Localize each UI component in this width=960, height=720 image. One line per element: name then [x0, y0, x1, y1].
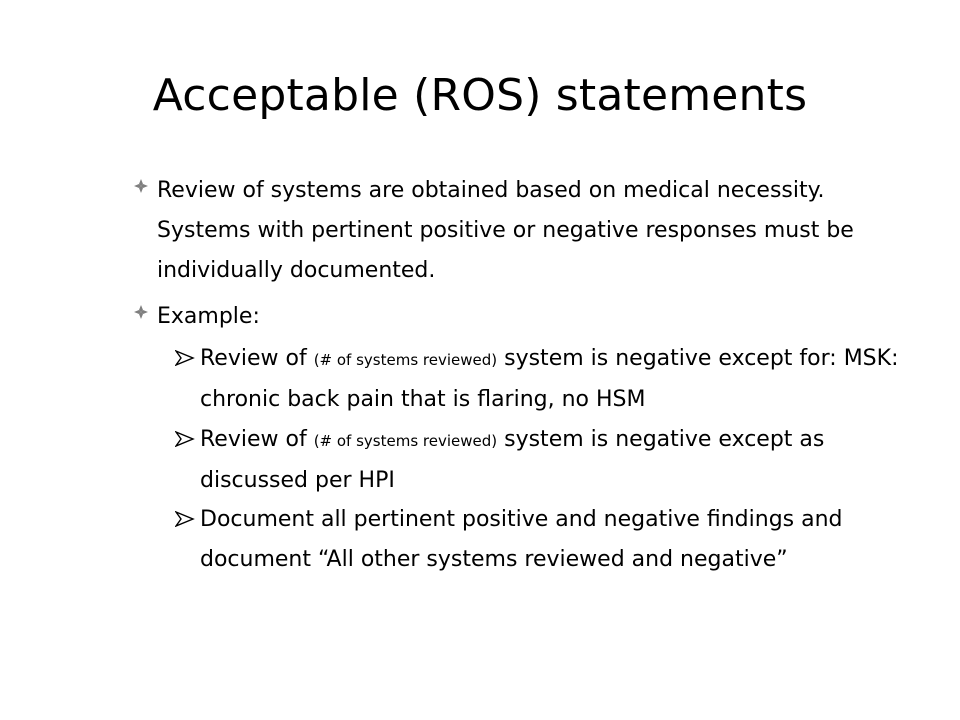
diamond-bullet-icon: [134, 305, 148, 319]
arrowhead-bullet-icon: [175, 350, 195, 366]
sub-bullet-text: Document all pertinent positive and negative findings and document “All other systems reviewed and negative”: [200, 507, 843, 572]
bullet-text: Example:: [157, 304, 260, 329]
sub-bullet-note: (# of systems reviewed): [313, 351, 498, 369]
sub-bullet-prefix: Review of: [200, 346, 314, 371]
sub-bullet-prefix: Review of: [200, 427, 314, 452]
diamond-bullet-icon: [134, 179, 148, 193]
slide-title: Acceptable (ROS) statements: [152, 70, 808, 121]
sub-bullet-text: [200, 339, 900, 420]
sub-bullet-suffix: system is negative except as discussed per HPI: [200, 427, 825, 493]
bullet-text: Review of systems are obtained based on medical necessity. Systems with pertinent positive or negative responses must be individually documented.: [157, 178, 854, 283]
sub-bullet-suffix: system is negative except for: MSK: chronic back pain that is flaring, no HSM: [200, 346, 899, 412]
arrowhead-bullet-icon: [175, 511, 195, 527]
sub-bullet-text: [200, 420, 900, 501]
sub-bullet-note: (# of systems reviewed): [313, 432, 498, 450]
arrowhead-bullet-icon: [175, 431, 195, 447]
